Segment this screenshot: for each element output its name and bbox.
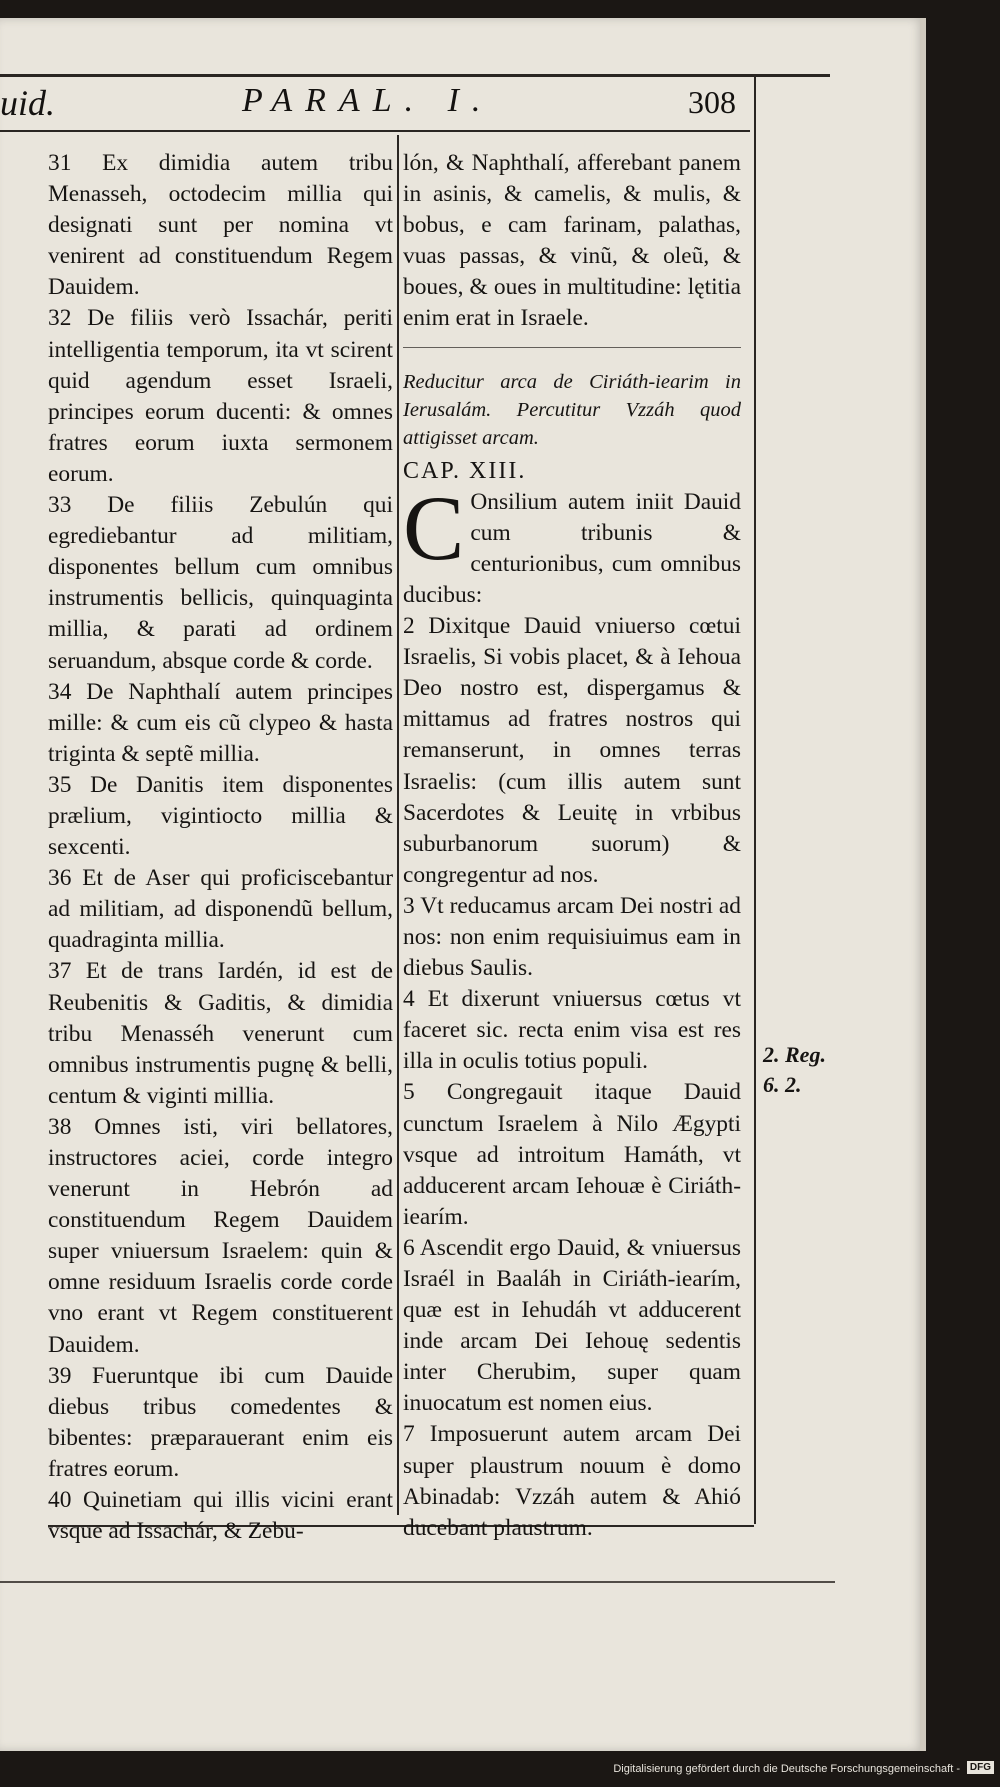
margin-note-line2: 6. 2. [763, 1072, 802, 1097]
dfg-logo: DFG [967, 1761, 994, 1774]
verse-40: 40 Quinetiam qui illis vicini erant vsque ad Issachár, & Zebu- [48, 1487, 393, 1545]
verse-4: 4 Et dixerunt vniuersus cœtus vt faceret sic. recta enim visa est res illa in oculis totius populi. [403, 986, 741, 1075]
chapter-heading: CAP. XIII. [403, 457, 527, 484]
running-header [0, 82, 760, 128]
verse-36: 36 Et de Aser qui proficiscebantur ad militiam, ad disponendũ bellum, quadraginta millia. [48, 865, 393, 954]
verse-38: 38 Omnes isti, viri bellatores, instructores aciei, corde integro venerunt in Hebrón ad constituendum Regem Dauidem super vniuersum Israelem: quin & omne residuum Israelis corde corde vno erant vt Regem constituerent Dauidem. [48, 1113, 393, 1358]
chapter-summary: Reducitur arca de Ciriáth-iearim in Ierusalám. Percutitur Vzzáh quod attigisset arcam. [403, 370, 741, 449]
verse-32: 32 De filiis verò Issachár, periti intelligentia temporum, ita vt scirent quid agendum esset Israeli, principes eorum ducenti: & omnes fratres eorum iuxta sermonem eorum. [48, 305, 393, 487]
bottom-dashed-rule [0, 1581, 835, 1583]
running-header-left: uid. [0, 83, 56, 123]
verse-34: 34 De Naphthalí autem principes mille: & cum eis cũ clypeo & hasta triginta & septẽ millia. [48, 678, 393, 767]
section-rule [403, 347, 741, 348]
verse-35: 35 De Danitis item disponentes prælium, vigintiocto millia & sexcenti. [48, 771, 393, 861]
left-column [48, 148, 393, 1547]
page-number: 308 [688, 84, 736, 120]
drop-cap: C [403, 476, 465, 579]
verse-31: 31 Ex dimidia autem tribu Menasseh, octodecim millia qui designati sunt per nomina vt venirent ad constituendum Regem Dauidem. [48, 150, 393, 301]
margin-note-line1: 2. Reg. [763, 1042, 826, 1067]
margin-note [763, 1040, 833, 1100]
verse-33: 33 De filiis Zebulún qui egrediebantur ad militiam, disponentes bellum cum omnibus instrumentis bellicis, quinquaginta millia, & parati ad ordinem seruandum, absque corde & corde. [48, 492, 393, 674]
column-divider [397, 135, 399, 1515]
right-column [403, 148, 741, 1544]
verse-6: 6 Ascendit ergo Dauid, & vniuersus Israél in Baaláh in Ciriáth-iearím, quæ est in Iehudáh vt adducerent inde arcam Dei Iehouę sedentis inter Cherubim, super quam inuocatum est nomen eius. [403, 1234, 741, 1417]
verse-1-text: Onsilium autem iniit Dauid cum tribunis & centurionibus, cum omnibus ducibus: [403, 488, 741, 608]
page-edge [920, 18, 926, 1751]
top-rule [0, 74, 830, 77]
verse-40-continuation: lón, & Naphthalí, afferebant panem in asinis, & camelis, & mulis, & bobus, e cam farinam, palathas, vuas passas, & vinũ, & oleũ, & boues, & oues in multitudine: lętitia enim erat in Israele. [403, 150, 741, 332]
text-frame-right [754, 74, 756, 1524]
verse-37: 37 Et de trans Iardén, id est de Reubenitis & Gaditis, & dimidia tribu Menasséh venerunt cum omnibus instrumentis pugnę & belli, centum & viginti millia. [48, 958, 393, 1109]
digitization-credit: Digitalisierung gefördert durch die Deutsche Forschungsgemeinschaft - [613, 1763, 960, 1775]
verse-1 [403, 476, 741, 611]
verse-2: 2 Dixitque Dauid vniuerso cœtui Israelis, Si vobis placet, & à Iehoua Deo nostro est, dispergamus & mittamus ad fratres nostros qui remanserunt, in omnes terras Israelis: (cum illis autem sunt Sacerdotes & Leuitę in vrbibus suburbanorum suorum) & congregentur ad nos. [403, 613, 741, 888]
verse-3: 3 Vt reducamus arcam Dei nostri ad nos: non enim requisiuimus eam in diebus Saulis. [403, 892, 741, 982]
verse-7: 7 Imposuerunt autem arcam Dei super plaustrum nouum è domo Abinadab: Vzzáh autem & Ahió ducebant plaustrum. [403, 1421, 741, 1541]
running-title: PARAL. I. [242, 82, 494, 119]
verse-5: 5 Congregauit itaque Dauid cunctum Israelem à Nilo Ægypti vsque ad introitum Hamáth, vt adducerent arcam Iehouæ è Ciriáth-iearím. [403, 1079, 741, 1230]
verse-39: 39 Fueruntque ibi cum Dauide diebus tribus comedentes & bibentes: præparauerant enim eis fratres eorum. [48, 1362, 393, 1482]
header-rule [0, 130, 750, 132]
